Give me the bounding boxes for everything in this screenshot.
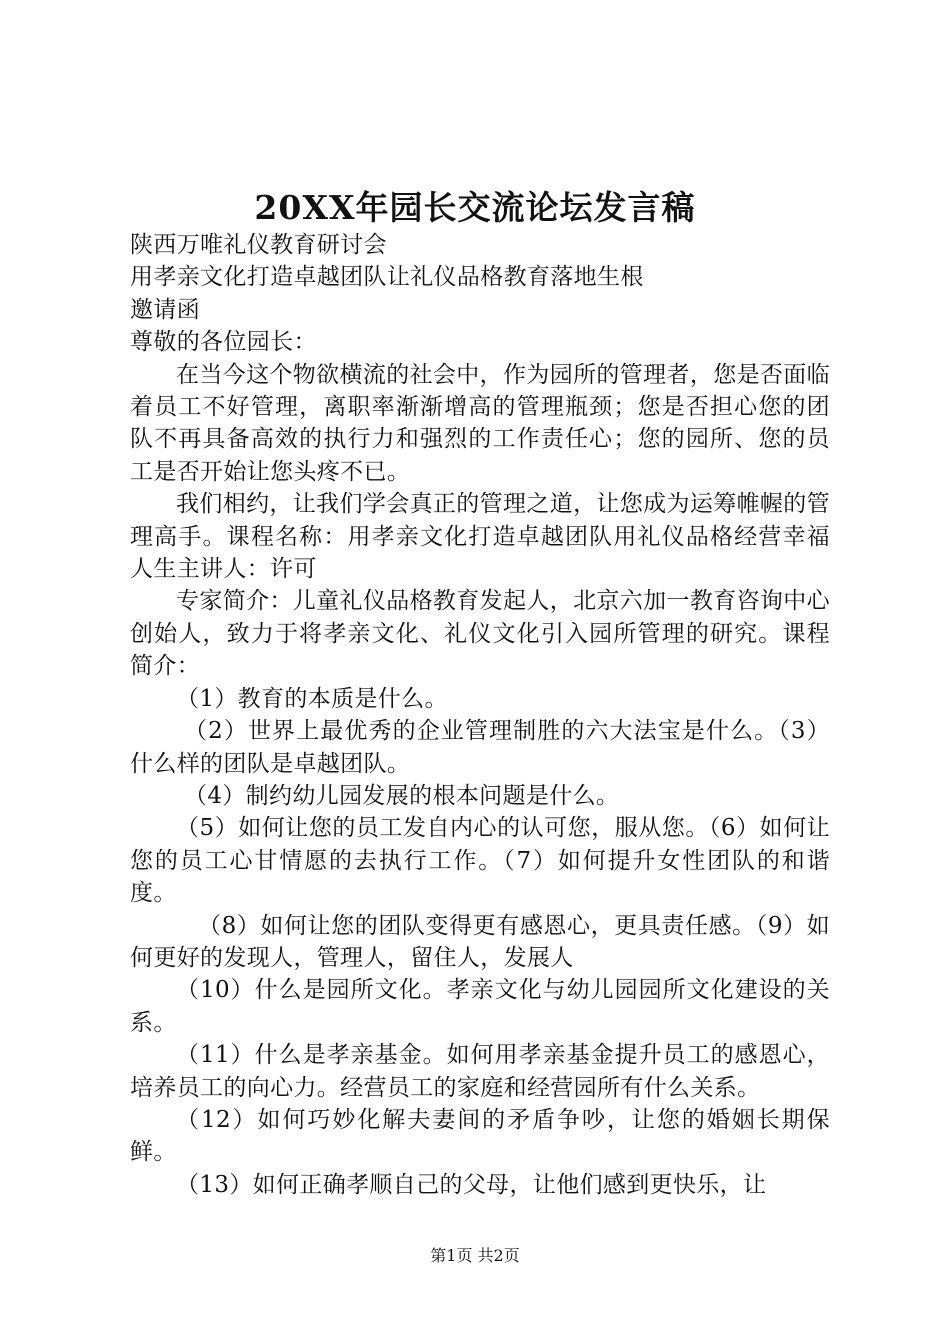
header-line-salutation: 尊敬的各位园长： [130,329,317,356]
header-line-theme: 用孝亲文化打造卓越团队让礼仪品格教育落地生根 [130,264,644,291]
list-item-13: （13）如何正确孝顺自己的父母，让他们感到更快乐，让 [176,1171,767,1198]
document-title: 20XX年园长交流论坛发言稿 [254,188,696,227]
paragraph-intro: 在当今这个物欲横流的社会中，作为园所的管理者，您是否面临着员工不好管理，离职率渐渐增高的管理瓶颈；您是否担心您的团队不再具备高效的执行力和强烈的工作责任心；您的园所、您的员工是否开始让您头疼不已。 [130,361,830,485]
document-body [130,229,830,1201]
page-footer: 第1页 共2页 [430,1246,520,1265]
list-item-5-7: （5）如何让您的员工发自内心的认可您，服从您。（6）如何让您的员工心甘情愿的去执行工作。（7）如何提升女性团队的和谐度。 [130,815,830,907]
list-item-4: （4）制约幼儿园发展的根本问题是什么。 [184,782,620,809]
list-item-12: （12）如何巧妙化解夫妻间的矛盾争吵，让您的婚姻长期保鲜。 [130,1106,830,1166]
list-item-2-3: （2）世界上最优秀的企业管理制胜的六大法宝是什么。（3）什么样的团队是卓越团队。 [130,718,830,777]
paragraph-course-name: 我们相约，让我们学会真正的管理之道，让您成为运筹帷幄的管理高手。课程名称：用孝亲文化打造卓越团队用礼仪品格经营幸福人生主讲人：许可 [130,491,830,583]
list-item-11: （11）什么是孝亲基金。如何用孝亲基金提升员工的感恩心，培养员工的向心力。经营员工的家庭和经营园所有什么关系。 [130,1042,830,1101]
header-line-invitation: 邀请函 [130,296,201,323]
list-item-1: （1）教育的本质是什么。 [176,685,448,712]
list-item-10: （10）什么是园所文化。孝亲文化与幼儿园园所文化建设的关系。 [130,977,830,1036]
list-item-8-9: （8）如何让您的团队变得更有感恩心，更具责任感。（9）如何更好的发现人，管理人，留住人，发展人 [130,912,830,971]
header-line-organizer: 陕西万唯礼仪教育研讨会 [130,232,387,258]
paragraph-expert-intro: 专家简介：儿童礼仪品格教育发起人，北京六加一教育咨询中心创始人，致力于将孝亲文化、礼仪文化引入园所管理的研究。课程简介： [130,588,830,680]
